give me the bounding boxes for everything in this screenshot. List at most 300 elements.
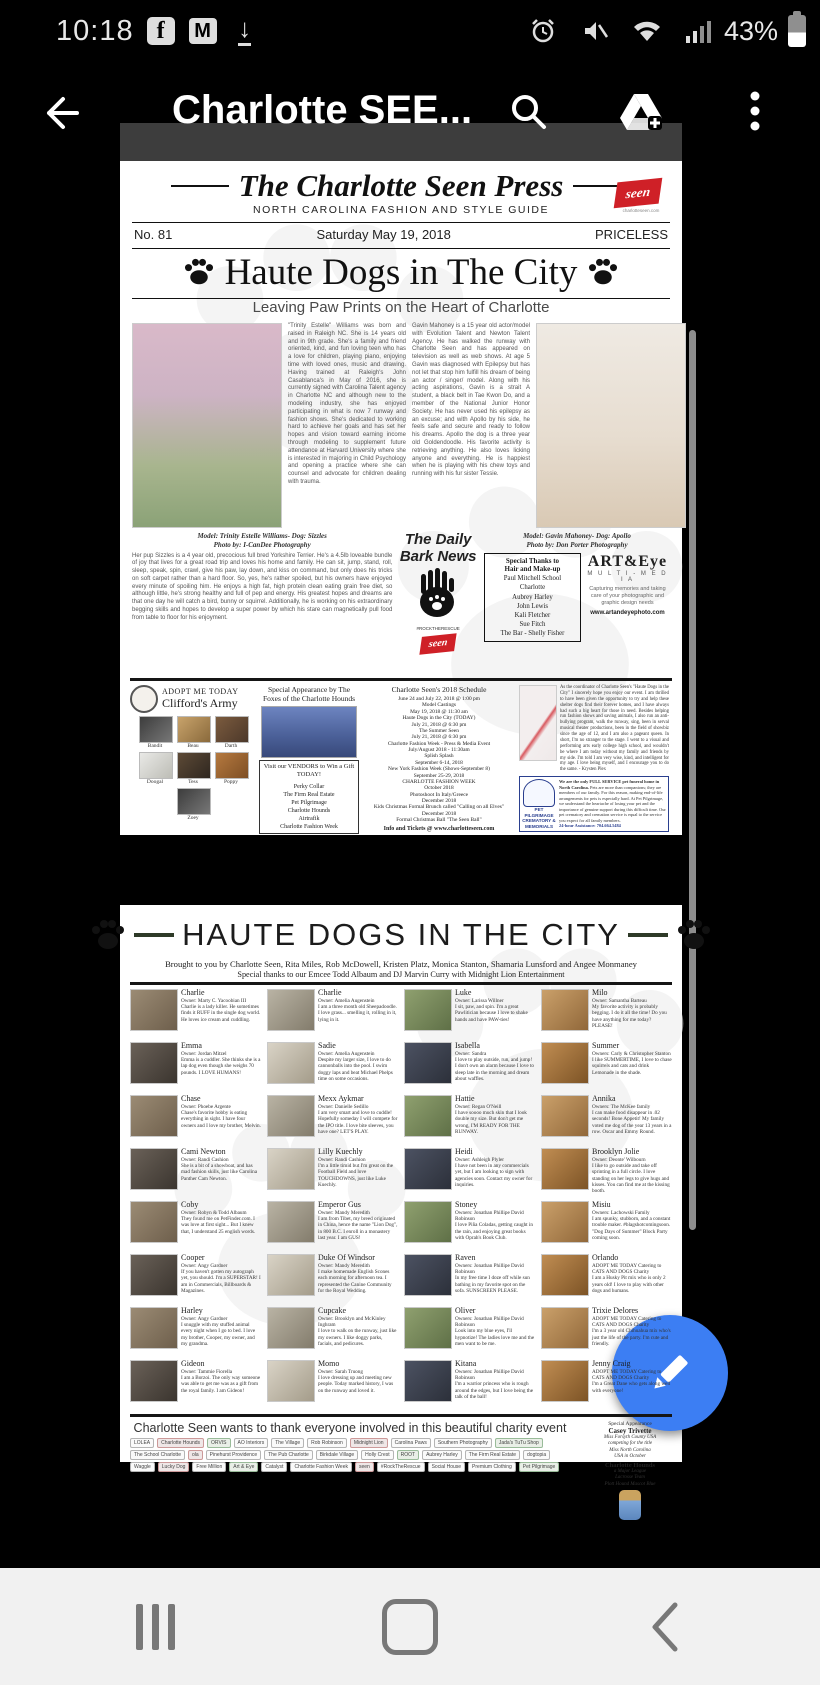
dog-owner: Owner: Phoebe Argente <box>181 1103 231 1110</box>
special-thanks-name: Sue Fitch <box>519 621 546 629</box>
vendor-name: Charlotte Fashion Week <box>280 824 338 831</box>
dog-owner: Owner: Angy Gardner <box>181 1315 228 1322</box>
dog-description: Despite my larger size, I love to do cannonballs into the pool. I swim doggy laps and beat Michael Phelps time on some occasions. <box>318 1057 393 1082</box>
dog-card <box>541 1201 672 1250</box>
adoptable-dog-photo <box>139 752 173 779</box>
rock-the-rescue-hand-icon <box>415 568 461 620</box>
dog-photo <box>404 1201 452 1243</box>
adoptable-dog-photo <box>177 716 211 743</box>
sponsor-logo: Holly Crest <box>361 1450 393 1460</box>
dog-photo <box>404 1254 452 1296</box>
schedule-section <box>362 685 516 843</box>
recents-button[interactable] <box>120 1597 190 1657</box>
adoptable-dog-photo <box>177 752 211 779</box>
dog-owner: ADOPT ME TODAY Catering to CATS AND DOGS Charity <box>592 1368 662 1382</box>
issue-price: PRICELESS <box>595 226 668 242</box>
dog-card <box>267 1307 398 1356</box>
dog-owner: Owners: Jonathan Phillipe David Robinson <box>455 1315 524 1329</box>
dog-owner: Owner: Sarah Truong <box>318 1368 363 1375</box>
adoptable-dog: Doogal <box>139 752 171 785</box>
dog-name: Lilly Kuechly <box>318 1147 363 1156</box>
dog-name: Duke Of Windsor <box>318 1253 375 1262</box>
sponsor-logo: Rob Robinson <box>307 1438 347 1448</box>
dog-owner: Owner: Deonte' Wilbourn <box>592 1156 646 1163</box>
dog-card <box>267 989 398 1038</box>
pet-pilgrimage-logo <box>523 779 555 807</box>
schedule-item: December 2018 <box>421 798 457 804</box>
dog-name: Brooklyn Jolie <box>592 1147 640 1156</box>
dog-name: Mexx Aykmar <box>318 1094 364 1103</box>
dog-name: Cooper <box>181 1253 205 1262</box>
special-thanks-name: Aubrey Harley <box>512 593 553 601</box>
battery-percent: 43% <box>723 15 778 46</box>
gavin-caption: Model: Gavin Mahoney- Dog: Apollo Photo by: Don Porter Photography <box>523 532 631 549</box>
dog-name: Heidi <box>455 1147 473 1156</box>
sponsor-logo: The Village <box>271 1438 304 1448</box>
dog-photo <box>404 1148 452 1190</box>
sponsor-logo: seen <box>355 1462 374 1472</box>
sponsor-logo: Pet Pilgrimage <box>519 1462 560 1472</box>
sponsor-logo: ola <box>188 1450 203 1460</box>
dog-photo <box>541 1360 589 1402</box>
dog-name: Trixie Delores <box>592 1306 639 1315</box>
dog-owner: Owners: Lachowski Family <box>592 1209 650 1216</box>
dog-card <box>404 1201 535 1250</box>
schedule-item: Haute Dogs in the City (TODAY) <box>402 715 476 722</box>
dog-owner: ADOPT ME TODAY Catering to CATS AND DOGS Charity <box>592 1315 662 1329</box>
sponsor-logo: Free Million <box>192 1462 226 1472</box>
gavin-article-text: Gavin Mahoney is a 15 year old actor/model with Evolution Talent and Newton Talent Agency. He has walked the runway with Charlotte Seen and has appeared on television as well as web shows. At age 5 Gavin was diagnosed with Epilepsy but has not let that stop him fulfill his dream of being an actor / singer/ model. Along with his acting aspirations, Gavin is a strait A student, a black belt in Tae Kwon Do, and a member of the National Junior Honor Society. He has never used his epilepsy as an excuse; and with Apollo by his side, he feels safe and secure and ready to follow his dreams. Apollo the dog is a three year old Goldendoodle. His favorite activity is retrieving anything. He also loves licking anyone and everything. He is happiest when he is playing with his chew toys and running with his fur sister Tessie. <box>412 323 530 478</box>
mute-icon <box>580 16 610 46</box>
dog-name: Sadie <box>318 1041 336 1050</box>
dog-owner: Owner: Larissa Willner <box>455 997 504 1004</box>
dog-description: I like SUMMERTIME, I love to chase squirrels and cats and drink Lemonade in the shade. <box>592 1057 672 1076</box>
paw-icon <box>676 919 712 951</box>
document-page-1[interactable] <box>120 161 682 835</box>
dog-owner: Owner: Marty C. Yacoobian III <box>181 997 247 1004</box>
dog-owner: Owner: Brooklyn and McKinley Inghram <box>318 1315 386 1329</box>
adoptable-dog: Darth <box>215 716 247 749</box>
dog-description: I snuggle with my stuffed animal every night when I go to bed. I love my brother, Cooper, my owner, and my grandma. <box>181 1322 256 1347</box>
dog-photo <box>267 1148 315 1190</box>
add-to-drive-icon[interactable] <box>618 88 664 134</box>
dog-owner: Owner: Amelia Augenstein <box>318 997 375 1004</box>
sponsor-logo: Social House <box>428 1462 465 1472</box>
sponsor-logo: Carolina Paws <box>391 1438 431 1448</box>
foxes-section <box>259 685 359 843</box>
dog-name: Hattie <box>455 1094 475 1103</box>
sponsor-logo: The Firm Real Estate <box>465 1450 520 1460</box>
dog-name: Charlie <box>318 988 342 997</box>
vendor-name: Airtrafik <box>298 816 320 822</box>
schedule-item: Splish Splash <box>424 753 454 760</box>
page2-title: HAUTE DOGS IN THE CITY <box>182 917 620 952</box>
sponsor-logo: Charlotte Fashion Week <box>290 1462 352 1472</box>
dog-card <box>130 1148 261 1197</box>
dog-description: I am a Borzoi. The only way someone was able to get me was as a gift from the royal family. I am Gideon! <box>181 1375 261 1394</box>
masthead <box>120 168 682 204</box>
paw-icon <box>90 919 126 951</box>
dog-owner: Owner: Samantha Barteau <box>592 997 647 1004</box>
dog-description: I love Piña Coladas, getting caught in the rain, and enjoying great books with Oprah's Book Club. <box>455 1222 533 1241</box>
dog-name: Emma <box>181 1041 202 1050</box>
gmail-notification-icon: M <box>188 16 218 46</box>
dog-photo <box>267 1095 315 1137</box>
dog-owner: Owner: Randi Cashion <box>181 1156 229 1163</box>
dog-description: I sit, paw, and spin. I'm a great Pawlitician because I love to shake hands and have PAW-ties! <box>455 1004 528 1023</box>
dog-description: I am a three month old Sheepadoodle. I love grass... smelling it, rolling in it, lying in it. <box>318 1004 397 1023</box>
dog-owner: Owner: Mandy Meredith <box>318 1262 370 1269</box>
schedule-item: New York Fashion Week (Shows-September 8) <box>388 766 490 773</box>
sponsor-logo: Aubrey Harley <box>422 1450 462 1460</box>
dog-description: I love to walk on the runway, just like my owners. I like doggy parks, facials, and pedicures. <box>318 1328 397 1347</box>
adoptable-dog: Bandit <box>139 716 171 749</box>
dog-photo <box>541 1307 589 1349</box>
dog-card <box>404 1307 535 1356</box>
dog-card <box>404 989 535 1038</box>
seen-logo-small: seen <box>420 633 457 654</box>
credit-line-1: Brought to you by Charlotte Seen, Rita Miles, Rob McDowell, Kristen Platz, Monica Stanton, Shamaria Lunsford and Angee Monmaney <box>165 959 637 969</box>
sponsor-logo: Birkdale Village <box>316 1450 358 1460</box>
dog-description: Look into my blue eyes, I'll hypnotize! The ladies love me and the men want to be me. <box>455 1328 535 1347</box>
dog-name: Orlando <box>592 1253 619 1262</box>
dog-card <box>130 1254 261 1303</box>
dog-name: Emperor Gus <box>318 1200 361 1209</box>
adoptable-dog: Poppy <box>215 752 247 785</box>
trinity-article-text: "Trinity Estelle" Williams was born and raised in Raleigh NC. She is 14 years old and in 9th grade. She's a family and friend oriented, kind, and fun loving teen who has a love for children, playing piano, enjoying time with loved ones, music and drawing. Having trained at Raleigh's John Casablanca's in May of 2016, she is currently signed with Carolina Talent agency in Charlotte NC and although new to the modeling industry, she has enjoyed participating in what is now 7 runway and fashion shows. She's dedicated to working hard to achieve her goals and has set her hopes and vision toward earning income through modeling to supplement future attendance at Harvard University where she is interested in majoring in Child Psychology and opening a practice where she can counsel and advocate for children dealing with trauma. <box>288 323 406 485</box>
dog-description: Chase's favorite hobby is eating everything in sight. I have four owners and I love my brother, Melvin. <box>181 1110 261 1129</box>
dog-photo <box>267 1254 315 1296</box>
dog-photo <box>541 1095 589 1137</box>
schedule-item: December 2018 <box>421 810 457 817</box>
adoptable-dog: Tess <box>177 752 209 785</box>
trinity-caption: Model: Trinity Estelle Williams- Dog: Sizzles Photo by: I-CanDee Photography <box>197 532 327 549</box>
dog-name: Isabella <box>455 1041 480 1050</box>
dog-card <box>541 989 672 1038</box>
schedule-item: Photoshoot In Italy/Greece <box>409 791 469 798</box>
dog-photo <box>267 1042 315 1084</box>
sponsor-logo: Lucky Dog <box>158 1462 190 1472</box>
sponsor-logo: ORVIS <box>207 1438 230 1448</box>
back-button[interactable] <box>630 1597 700 1657</box>
front-article <box>120 321 682 528</box>
art-and-eye-ad: ART&Eye M U L T I - M E D I A Capturing memories and taking care of your photographic and graphic design needs www.artandeyephoto.com <box>587 552 668 616</box>
back-arrow-button[interactable] <box>36 90 82 136</box>
foxes-team-photo <box>261 706 357 758</box>
dog-owner: Owners: Carly & Christopher Stanton <box>592 1050 671 1057</box>
sizzles-paragraph: Her pup Sizzles is a 4 year old, precocious full bred Yorkshire Terrier. He's a 4.5lb loveable bundle of joy that lives for a great road trip and loves his home and family. He can sit, jump, stand, roll, sleep, speak, spin, crawl, give his paw, lay down, and kiss on command, but only does his tricks on soft carpet rather than a hard floor. So, yes, he's rather spoiled, but his owners have enjoyed every minute of spoiling him. He enjoys a high fat, high protein clean eating grain free diet, so although little, he's strong healthy and full of pep and energy. His greatest hopes and dreams are that one day he will catch a bird, bunny or squirrel. Additionally, he is working on his extraordinary begging skills and hopes to develop a super power by which his stare can magnetically pull food from table to floor for his enjoyment. <box>132 552 393 621</box>
dog-photo <box>267 989 315 1031</box>
sponsor-logo: Waggle <box>130 1462 155 1472</box>
dog-card <box>404 1042 535 1091</box>
dog-card <box>130 989 261 1038</box>
home-icon <box>382 1599 438 1655</box>
coordinator-photo <box>519 685 557 761</box>
sponsor-logo: Southern Photography <box>434 1438 492 1448</box>
special-thanks-box: Special Thanks to Hair and Make-up Paul Mitchell School Charlotte Aubrey Harley John Lewis Kali Fletcher Sue Fitch The Bar - Shelly Fisher <box>484 553 581 643</box>
pet-pilgrimage-ad: PET PILGRIMAGE CREMATORY & MEMORIALS We are the only FULL SERVICE pet funeral home in North Carolina. Pets are more than companions; they are members of our family. For this reason, making end-of-life arrangements for pets is especially hard. At Pet Pilgrimage, we understand the heartache of losing your pet and the importance of genuine support during this difficult time. Our pet crematory and cremation service is equal to the service you expect for all family members. 24-hour Assistance: 704.664.5484 <box>519 776 669 832</box>
vendor-name: Pet Pilgrimage <box>291 799 327 806</box>
dog-description: I am a Husky Pit mix who is only 2 years old! I love to play with other dogs and humans. <box>592 1275 666 1294</box>
sponsor-logo: dogtopia <box>523 1450 550 1460</box>
dog-card <box>541 1042 672 1091</box>
adoptable-dog-photo <box>215 752 249 779</box>
clock: 10:18 <box>56 14 134 47</box>
dog-name: Cupcake <box>318 1306 346 1315</box>
dog-card <box>541 1254 672 1303</box>
dog-name: Summer <box>592 1041 620 1050</box>
schedule-item: Model Castings <box>422 702 456 709</box>
battery-icon <box>788 15 806 47</box>
dog-photo <box>404 1360 452 1402</box>
dog-photo <box>130 1307 178 1349</box>
dog-name: Oliver <box>455 1306 476 1315</box>
sponsor-logo: Charlotte Hounds <box>157 1438 204 1448</box>
newspaper-title: The Charlotte Seen Press <box>238 168 564 203</box>
dog-description: I am spunky, stubborn, and a constant trouble maker. #blagshotcomingsoon. "Dog Days of Summer" Block Party coming soon. <box>592 1216 671 1241</box>
issue-info-row <box>120 223 682 245</box>
page1-bottom-band <box>120 681 682 843</box>
status-bar <box>0 0 820 62</box>
dog-card <box>267 1095 398 1144</box>
dog-owner: Owner: Jordan Mitzel <box>181 1050 227 1057</box>
dog-photo <box>130 1201 178 1243</box>
sponsor-logo: The Pub Charlotte <box>264 1450 313 1460</box>
dog-name: Stoney <box>455 1200 478 1209</box>
dog-photo <box>404 1307 452 1349</box>
dog-card <box>130 1201 261 1250</box>
dog-description: I am from Tibet, my breed originated in China, hence the name "Lion Dog", in 800 B.C. I enroll in a monastery last year. I am GUS! <box>318 1216 398 1241</box>
download-notification-icon: ↓ <box>230 16 260 46</box>
dog-photo <box>541 1254 589 1296</box>
dog-owner: Owner: Sandra <box>455 1050 487 1057</box>
dog-description: I am very smart and love to cuddle! Hopefully someday I will compete for the IPO title. I love bite sleeves, you have one? LET'S PLAY. <box>318 1110 398 1135</box>
main-headline: Haute Dogs in The City <box>224 251 578 293</box>
signal-icon <box>684 16 714 46</box>
credit-line-2: Special thanks to our Emcee Todd Albaum and DJ Marvin Curry with Midnight Lion Entertainment <box>237 970 565 979</box>
schedule-item: July/August 2018 - 11:30am <box>408 747 470 753</box>
dog-card <box>541 1360 672 1409</box>
dog-card <box>130 1095 261 1144</box>
dog-owner: Owner: Amelia Augenstein <box>318 1050 375 1057</box>
dog-description: They found me on PetFinder.com. I was love at first sight... But I knew that, I understand 25 english words. <box>181 1216 256 1235</box>
dog-owner: Owner: Mandy Meredith <box>318 1209 370 1216</box>
vendors-box: Visit our VENDORS to Win a Gift TODAY! Perky Collar The Firm Real Estate Pet Pilgrimage Charlotte Hounds Airtrafik Charlotte Fashion Week <box>259 760 359 834</box>
schedule-item: The Summer Seen <box>419 727 459 734</box>
schedule-item: Charlotte Fashion Week - Press & Media Event <box>387 740 491 747</box>
navigation-bar <box>0 1568 820 1685</box>
dog-name: Luke <box>455 988 472 997</box>
dog-photo <box>267 1201 315 1243</box>
dog-owner: Owner: Angy Gardner <box>181 1262 228 1269</box>
dog-card <box>267 1148 398 1197</box>
viewer-scrollbar[interactable] <box>689 330 696 1230</box>
dog-name: Annika <box>592 1094 616 1103</box>
hounds-mascot-image <box>619 1490 641 1520</box>
dog-description: I'm a little timid but I'm great on the Football Field and love TOUCHDOWNS, just like Luke Kuechly. <box>318 1163 394 1188</box>
dog-description: Charlie is a lady killer. He sometimes finds it RUFF in the single dog world. He loves ice cream and cuddling. <box>181 1004 261 1023</box>
overflow-menu-icon[interactable] <box>732 88 778 134</box>
dog-owner: ADOPT ME TODAY Catering to CATS AND DOGS Charity <box>592 1262 662 1276</box>
masthead-subtitle: NORTH CAROLINA FASHION AND STYLE GUIDE <box>252 204 550 216</box>
special-thanks-name: Charlotte <box>519 584 546 592</box>
search-icon[interactable] <box>505 88 551 134</box>
schedule-item: Kids Christmas Formal Brunch called "Calling on all Elves" <box>373 804 505 811</box>
coordinator-section <box>519 685 669 843</box>
issue-number: No. 81 <box>134 226 173 242</box>
adoptable-dog-photo <box>177 788 211 815</box>
special-appearance-note: Special Appearance Casey Trivette Miss Forsyth County USA competing for the title Miss North Carolina USA in October Charlotte Hounds a Major League Lacrosse Team Plott Hound Mascot Blue <box>582 1421 678 1520</box>
dog-photo <box>404 1042 452 1084</box>
sponsor-logo: Premium Clothing <box>468 1462 516 1472</box>
dog-card <box>541 1148 672 1197</box>
foxes-heading: Special Appearance by The Foxes of the Charlotte Hounds <box>262 685 356 704</box>
dog-name: Charlie <box>181 988 205 997</box>
dog-description: I'm a warrior princess who is rough around the edges, but I love being the talk of the ball! <box>455 1381 534 1400</box>
dog-card <box>130 1042 261 1091</box>
dog-name: Milo <box>592 988 608 997</box>
dog-photo <box>541 1148 589 1190</box>
dog-description: She is a bit of a showboat, and has mad fashion skills, just like Carolina Panther Cam Newton. <box>181 1163 258 1182</box>
schedule-item: Formal Christmas Ball "The Seen Ball" <box>396 817 482 824</box>
sponsor-logo: Art & Eye <box>229 1462 258 1472</box>
dog-photo <box>130 1254 178 1296</box>
dog-photo <box>404 989 452 1031</box>
dog-name: Gideon <box>181 1359 205 1368</box>
dog-card <box>267 1042 398 1091</box>
dog-name: Kitana <box>455 1359 477 1368</box>
adoptable-dog: Zoey <box>177 788 209 821</box>
vendor-name: Perky Collar <box>293 783 325 790</box>
dog-card <box>541 1307 672 1356</box>
schedule-footer: Info and Tickets @ www.charlotteseen.com <box>383 825 495 832</box>
dog-photo <box>541 1042 589 1084</box>
middle-band <box>120 528 682 674</box>
dog-description: I'm a Great Dane who gets along well with everyone! <box>592 1381 671 1394</box>
home-button[interactable] <box>375 1597 445 1657</box>
schedule-item: June 24 and July 22, 2018 @ 1:00 pm <box>398 696 480 702</box>
dog-description: I love dressing up and meeting new people. Today marked history, I was on the runway and loved it. <box>318 1375 394 1394</box>
dog-name: Momo <box>318 1359 340 1368</box>
sponsor-logo: Midnight Lion <box>350 1438 388 1448</box>
sponsor-logo: #RockTheRescue <box>377 1462 425 1472</box>
dog-card <box>404 1254 535 1303</box>
special-thanks-name: John Lewis <box>516 602 549 610</box>
paw-icon <box>587 258 619 286</box>
dog-photo <box>541 1201 589 1243</box>
alarm-icon <box>528 16 558 46</box>
sponsor-logo: LOLEA <box>130 1438 154 1448</box>
schedule-item: CHARLOTTE FASHION WEEK <box>402 778 476 785</box>
dog-card <box>541 1095 672 1144</box>
dog-photo <box>130 1148 178 1190</box>
dog-card <box>404 1095 535 1144</box>
adoptable-dog-photo <box>139 716 173 743</box>
adoptable-dog-photo <box>215 716 249 743</box>
sponsor-logo: The School Charlotte <box>130 1450 185 1460</box>
dog-owner: Owner: Regan O'Neill <box>455 1103 502 1110</box>
dog-photo <box>130 1042 178 1084</box>
dog-name: Harley <box>181 1306 203 1315</box>
dog-owner: Owners: Jonathan Phillipe David Robinson <box>455 1209 524 1223</box>
sponsor-logo: Catalyst <box>261 1462 287 1472</box>
sponsor-logo: AO Interiors <box>234 1438 269 1448</box>
dog-photo <box>541 989 589 1031</box>
dog-photo <box>130 989 178 1031</box>
daily-bark-news-title: The Daily Bark News <box>399 531 477 565</box>
dog-card <box>130 1307 261 1356</box>
issue-date: Saturday May 19, 2018 <box>316 226 451 242</box>
dog-owner: Owner: Ashleigh Plyler <box>455 1156 504 1163</box>
tagline: Leaving Paw Prints on the Heart of Charlotte <box>252 299 550 316</box>
seen-logo: seen charlotteseen.com <box>616 180 666 213</box>
dog-card <box>404 1360 535 1409</box>
schedule-item: October 2018 <box>424 785 454 792</box>
dog-name: Cami Newton <box>181 1147 226 1156</box>
schedule-item: July 21, 2018 @ 6:30 pm <box>411 721 467 728</box>
facebook-notification-icon: f <box>146 16 176 46</box>
dog-photo <box>404 1095 452 1137</box>
wifi-icon <box>632 16 662 46</box>
thanks-line: Charlotte Seen wants to thank everyone involved in this beautiful charity event <box>133 1421 567 1435</box>
dog-card <box>267 1201 398 1250</box>
coordinator-letter: As the coordinator of Charlotte Seen's "Haute Dogs in the City" I sincerely hope you enjoy our event. I am thrilled to have been given the opportunity to try and help these shelter dogs find their forever homes, and I have always had such a big heart for those in need. Besides helping run fashion shows and saving animals, I also run an anti-bullying program, walk the runway, sing, been in serval musical theater productions, been in the field of showbiz since the age of 12, and I am also a pageant queen. In short, I'm no stranger to the stage. I went to a visual and performing arts early college high school, and wouldn't be where I am today without my family and friends by my side. I'm told I am very wise, kind, and intelligent for my age. I love being myself, and I encourage you to do the same. - Krysten Plex <box>560 685 669 773</box>
dog-description: I love to play outside, run, and jump! I don't own an alarm because I love to sleep late in the morning and dream about waffles. <box>455 1057 535 1082</box>
special-thanks-name: Kali Fletcher <box>514 611 551 619</box>
dog-description: I'm a 3 year old Chihuahua mix who's just the life of the party. I'm cute and friendly. <box>592 1328 671 1347</box>
dog-card <box>267 1254 398 1303</box>
dog-description: If you haven't gotten my autograph yet, you should. I'm a SUPERSTAR! I am in Commercials, Billboards & Magazines. <box>181 1269 261 1294</box>
sponsor-logo: ROOT <box>397 1450 419 1460</box>
schedule-item: September 25-29, 2018 <box>413 772 465 779</box>
dog-photo <box>267 1307 315 1349</box>
sponsor-logo: Jada's TuTu Shop <box>495 1438 543 1448</box>
trinity-photo <box>132 323 282 528</box>
dog-description: In my free time I doze off while sun bathing in my favorite spot on the sofa. SUNSCREEN PLEASE. <box>455 1275 530 1294</box>
adoptable-dog: Beau <box>177 716 209 749</box>
dog-name: Jenny Craig <box>592 1359 631 1368</box>
dog-description: I like to go outside and take off sprinting in a full circle. I love standing on her legs to give hugs and kisses. You can find me at the kissing booth. <box>592 1163 670 1194</box>
vendor-name: The Firm Real Estate <box>283 791 335 798</box>
dog-description: I have soooo much skin that I look double my size. But don't get me wrong, I'M READY FOR THE RUNWAY. <box>455 1110 527 1135</box>
dog-name: Chase <box>181 1094 201 1103</box>
recents-icon <box>136 1604 175 1650</box>
dog-name: Coby <box>181 1200 199 1209</box>
document-page-2[interactable] <box>120 905 682 1487</box>
dog-card <box>404 1148 535 1197</box>
dog-photo <box>130 1095 178 1137</box>
schedule-item: September 6-14, 2018 <box>415 759 463 766</box>
gavin-photo <box>536 323 686 528</box>
rock-the-rescue-hashtag: #ROCKTHERESCUE <box>416 626 460 631</box>
dog-card <box>267 1360 398 1409</box>
paw-icon <box>183 258 215 286</box>
headline-row <box>120 249 682 295</box>
dog-owner: Owner: Danielle Sedillo <box>318 1103 369 1110</box>
page2-bottom <box>120 1421 682 1487</box>
dog-description: My favorite activity is probably begging. I do it all the time! Do you have anything for me today? PLEASE! <box>592 1004 667 1029</box>
dog-description: I make homemade English Scones each morning for afternoon tea. I represented the Canine Community for the Royal Wedding. <box>318 1269 392 1294</box>
dog-card <box>130 1360 261 1409</box>
dog-photo <box>130 1360 178 1402</box>
dog-owner: Owner: Randi Cashion <box>318 1156 366 1163</box>
schedule-item: July 21, 2018 @ 6:30 pm <box>411 734 467 741</box>
schedule-item: May 19, 2018 @ 11:30 am <box>410 708 468 715</box>
dog-description: I have not been in any commercials yet, but I am looking to sign with agencies soon. Contact my owner for inquiries. <box>455 1163 533 1188</box>
dog-name: Misiu <box>592 1200 611 1209</box>
dog-owner: Owners: The McKee family <box>592 1103 651 1110</box>
special-thanks-name: Paul Mitchell School <box>503 575 562 583</box>
